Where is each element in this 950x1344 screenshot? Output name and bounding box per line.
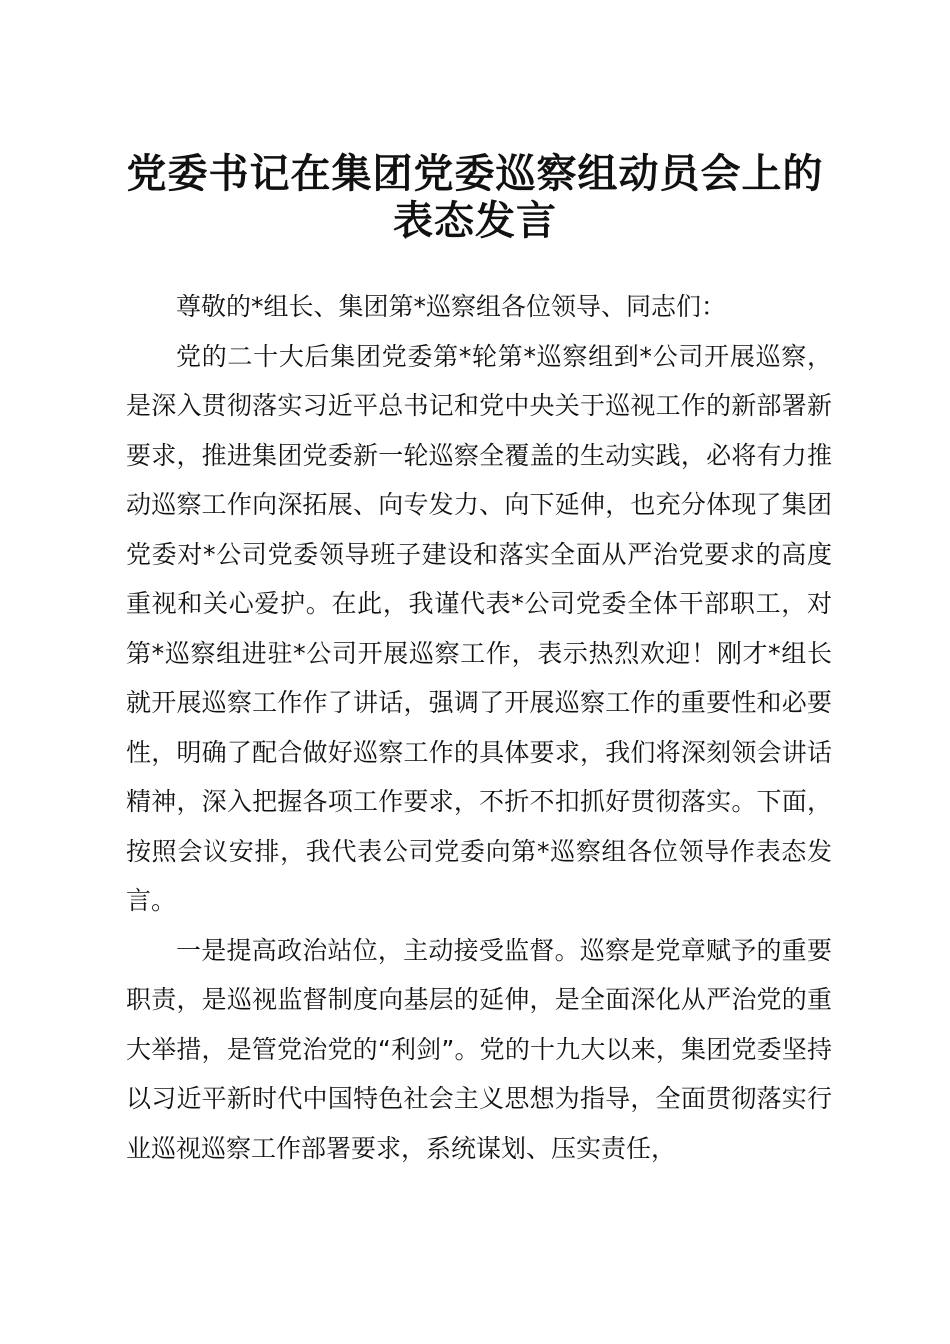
- document-title: [100, 150, 850, 244]
- document-body: [126, 282, 832, 1173]
- paragraph-1: 党的二十大后集团党委第*轮第*巡察组到*公司开展巡察，是深入贯彻落实习近平总书记和党中央关于巡视工作的新部署新要求，推进集团党委新一轮巡察全覆盖的生动实践，必将有力推动巡察工作向深拓展、向专发力、向下延伸，也充分体现了集团党委对*公司党委领导班子建设和落实全面从严治党要求的高度重视和关心爱护。在此，我谨代表*公司党委全体干部职工，对第*巡察组进驻*公司开展巡察工作，表示热烈欢迎！刚才*组长就开展巡察工作作了讲话，强调了开展巡察工作的重要性和必要性，明确了配合做好巡察工作的具体要求，我们将深刻领会讲话精神，深入把握各项工作要求，不折不扣抓好贯彻落实。下面，按照会议安排，我代表公司党委向第*巡察组各位领导作表态发言。: [126, 341, 832, 915]
- title-line-2: 表态发言: [393, 197, 557, 244]
- paragraph-2: 一是提高政治站位，主动接受监督。巡察是党章赋予的重要职责，是巡视监督制度向基层的延伸，是全面深化从严治党的重大举措，是管党治党的“利剑”。党的十九大以来，集团党委坚持以习近平新时代中国特色社会主义思想为指导，全面贯彻落实行业巡视巡察工作部署要求，系统谋划、压实责任，: [126, 935, 832, 1163]
- title-line-1: 党委书记在集团党委巡察组动员会上的: [126, 150, 824, 197]
- salutation: 尊敬的*组长、集团第*巡察组各位领导、同志们：: [176, 292, 727, 321]
